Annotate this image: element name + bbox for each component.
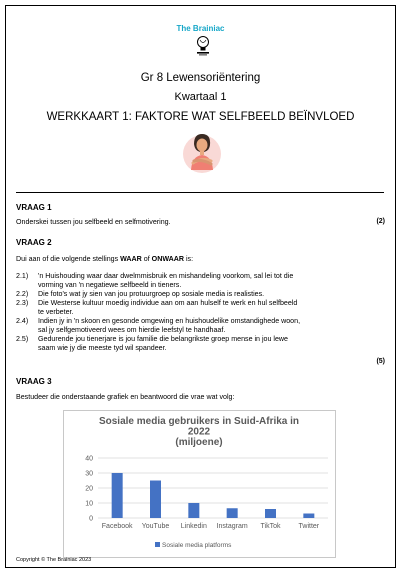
term-title: Kwartaal 1: [174, 91, 227, 103]
x-tick-label: YouTube: [141, 523, 170, 530]
legend-label: Sosiale media platforms: [162, 542, 232, 549]
x-tick-label: Instagram: [216, 523, 248, 530]
chart-title-line: 2022: [187, 426, 211, 438]
question-1-marks: (2): [376, 218, 385, 225]
subject-title: Gr 8 Lewensoriëntering: [140, 72, 261, 84]
list-item: 2.2) Die foto's wat jy sien van jou protuurgroep op sosiale media is realisties.: [16, 290, 265, 298]
question-1-heading: VRAAG 1: [16, 203, 52, 212]
question-2-list: [16, 272, 376, 353]
bar: [227, 508, 238, 518]
onwaar-keyword: ONWAAR: [151, 255, 184, 263]
question-3-heading: VRAAG 3: [16, 377, 52, 386]
x-tick-label: Facebook: [101, 523, 133, 530]
waar-keyword: WAAR: [120, 255, 142, 263]
list-item: 2.3) Die Westerse kultuur moedig individue aan om aan hulself te werk en hul selfbeeld te verbeter.: [16, 299, 298, 316]
chart-title-line: (miljoene): [175, 437, 223, 448]
list-item: 2.1) 'n Huishouding waar daar dwelmmisbruik en mishandeling voorkom, sal lei tot die vorming van 'n negatiewe selfbeeld in tieners.: [16, 272, 294, 289]
chart-frame: [63, 410, 336, 558]
worksheet-page: [5, 5, 396, 568]
worksheet-title: WERKKAART 1: FAKTORE WAT SELFBEELD BEÏNVLOED: [46, 111, 355, 123]
question-2-marks: (5): [376, 358, 385, 365]
y-tick-label: 20: [85, 485, 93, 493]
copyright-notice: Copyright © The Brainiac 2023: [16, 557, 92, 563]
brand-name: The Brainiac: [176, 24, 225, 33]
x-tick-label: Twitter: [298, 523, 320, 530]
bar: [303, 514, 314, 519]
question-2-heading: VRAAG 2: [16, 238, 52, 247]
bar: [265, 509, 276, 518]
section-divider: [16, 192, 384, 193]
list-item: 2.4) Indien jy in 'n skoon en gesonde omgewing en huishoudelike omstandighede woon, sal jy selfgemotiveerd wees om hierdie leefstyl te handhaaf.: [16, 317, 301, 334]
legend-swatch: [155, 542, 160, 547]
question-3-text: Bestudeer die onderstaande grafiek en beantwoord die vrae wat volg:: [16, 393, 235, 401]
bar-chart: [64, 411, 335, 557]
x-tick-label: TikTok: [260, 523, 281, 530]
bar: [150, 481, 161, 519]
y-tick-label: 30: [85, 470, 93, 478]
y-tick-label: 40: [85, 455, 93, 463]
question-2-intro: Dui aan of die volgende stellings WAAR of ONWAAR is:: [16, 255, 194, 263]
bar: [112, 473, 123, 518]
y-tick-label: 10: [85, 500, 93, 508]
lightbulb-icon: [195, 35, 211, 57]
y-tick-label: 0: [89, 515, 93, 523]
list-item: 2.5) Gedurende jou tienerjare is jou familie die belangrikste groep mense in jou lewe saam wie jy die meeste tyd wil spandeer.: [16, 335, 289, 352]
self-hug-person-icon: [182, 130, 222, 174]
x-tick-label: Linkedin: [180, 523, 207, 530]
bar: [188, 503, 199, 518]
question-1-text: Onderskei tussen jou selfbeeld en selfmotivering.: [16, 218, 171, 226]
chart-title-line: Sosiale media gebruikers in Suid-Afrika in: [98, 416, 300, 427]
